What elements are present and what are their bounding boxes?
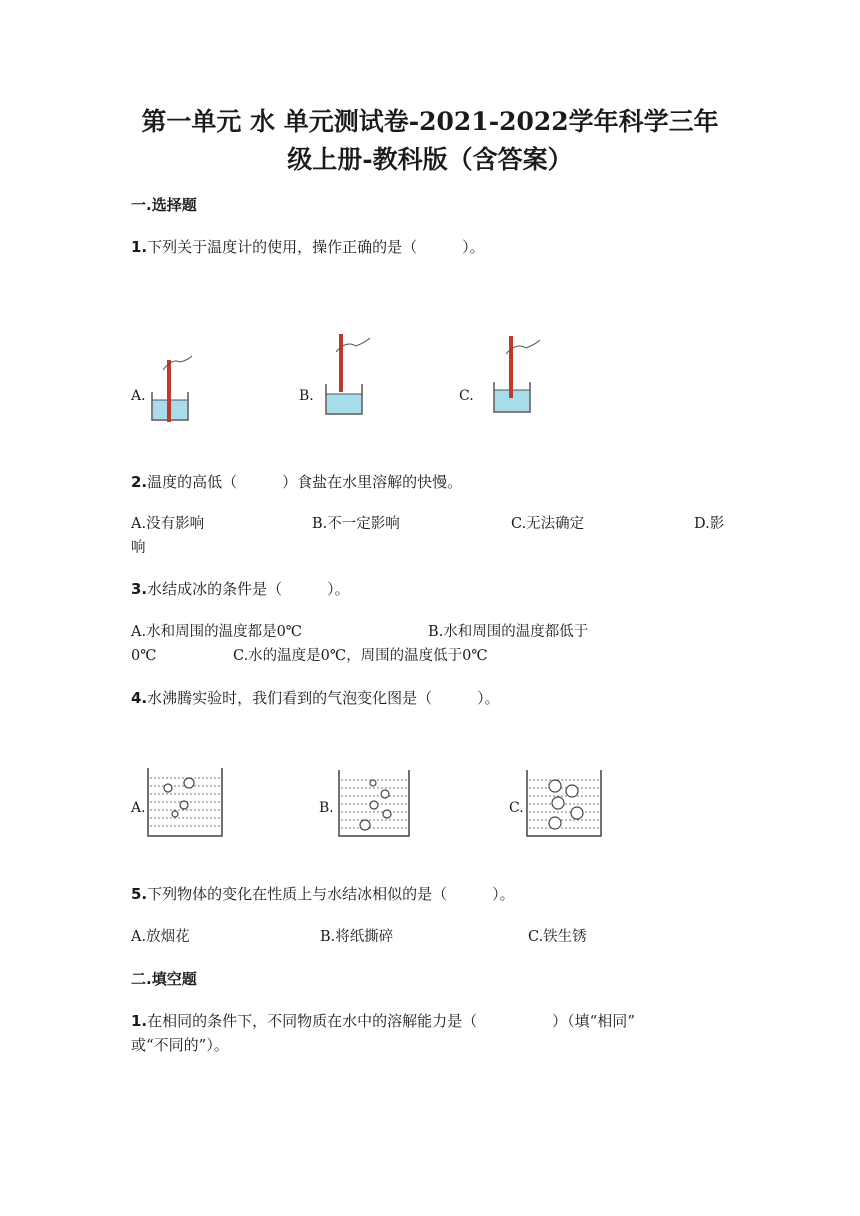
question-4 (131, 686, 500, 710)
option-label-a: A. (131, 388, 146, 404)
section-heading-fill: 二.填空题 (131, 970, 197, 988)
option-a: A.放烟花 (131, 929, 190, 945)
option-c: C.水的温度是0℃，周围的温度低于0℃ (233, 648, 488, 664)
bubble-beaker-icon (146, 766, 226, 838)
option-label-a: A. (131, 800, 146, 816)
question-number: 1. (131, 1012, 148, 1030)
section-heading-choice: 一.选择题 (131, 196, 197, 214)
option-d-wrap: 响 (131, 540, 146, 556)
question-1 (131, 235, 485, 259)
question-text: 下列关于温度计的使用，操作正确的是（ ）。 (147, 238, 485, 256)
question-5 (131, 882, 515, 906)
option-label-c: C. (509, 800, 524, 816)
bubble-beaker-icon (337, 768, 413, 838)
question-number: 1. (131, 238, 148, 256)
question-number: 5. (131, 885, 148, 903)
bubble-beaker-icon (525, 768, 605, 838)
option-d: D.影 (694, 516, 725, 532)
beaker-thermometer-icon (490, 332, 542, 418)
option-label-b: B. (319, 800, 334, 816)
option-c: C.铁生锈 (528, 929, 587, 945)
question-number: 4. (131, 689, 148, 707)
option-b-wrap: 0℃ (131, 648, 157, 664)
question-text: 在相同的条件下，不同物质在水中的溶解能力是（ ）（填“相同” (147, 1012, 635, 1030)
fill-question-1 (131, 1009, 635, 1033)
question-number: 2. (131, 473, 148, 491)
option-label-c: C. (459, 388, 474, 404)
question-3 (131, 577, 350, 601)
beaker-thermometer-icon (322, 332, 372, 418)
option-b: B.不一定影响 (312, 516, 400, 532)
question-text: 水结成冰的条件是（ ）。 (147, 580, 350, 598)
option-b: B.将纸撕碎 (320, 929, 394, 945)
question-number: 3. (131, 580, 148, 598)
option-a: A.没有影响 (131, 516, 205, 532)
option-a: A.水和周围的温度都是0℃ (131, 624, 303, 640)
fill-question-1-wrap: 或“不同的”）。 (131, 1036, 229, 1054)
question-text: 下列物体的变化在性质上与水结冰相似的是（ ）。 (147, 885, 515, 903)
question-2 (131, 470, 462, 494)
question-text: 温度的高低（ ）食盐在水里溶解的快慢。 (147, 473, 463, 491)
beaker-thermometer-icon (148, 352, 196, 424)
option-b: B.水和周围的温度都低于 (428, 624, 589, 640)
option-label-b: B. (299, 388, 314, 404)
option-c: C.无法确定 (511, 516, 585, 532)
page-title-line-1: 第一单元 水 单元测试卷-2021-2022学年科学三年 (141, 107, 719, 136)
question-text: 水沸腾实验时，我们看到的气泡变化图是（ ）。 (147, 689, 500, 707)
page-title-line-2: 级上册-教科版（含答案） (287, 145, 573, 174)
